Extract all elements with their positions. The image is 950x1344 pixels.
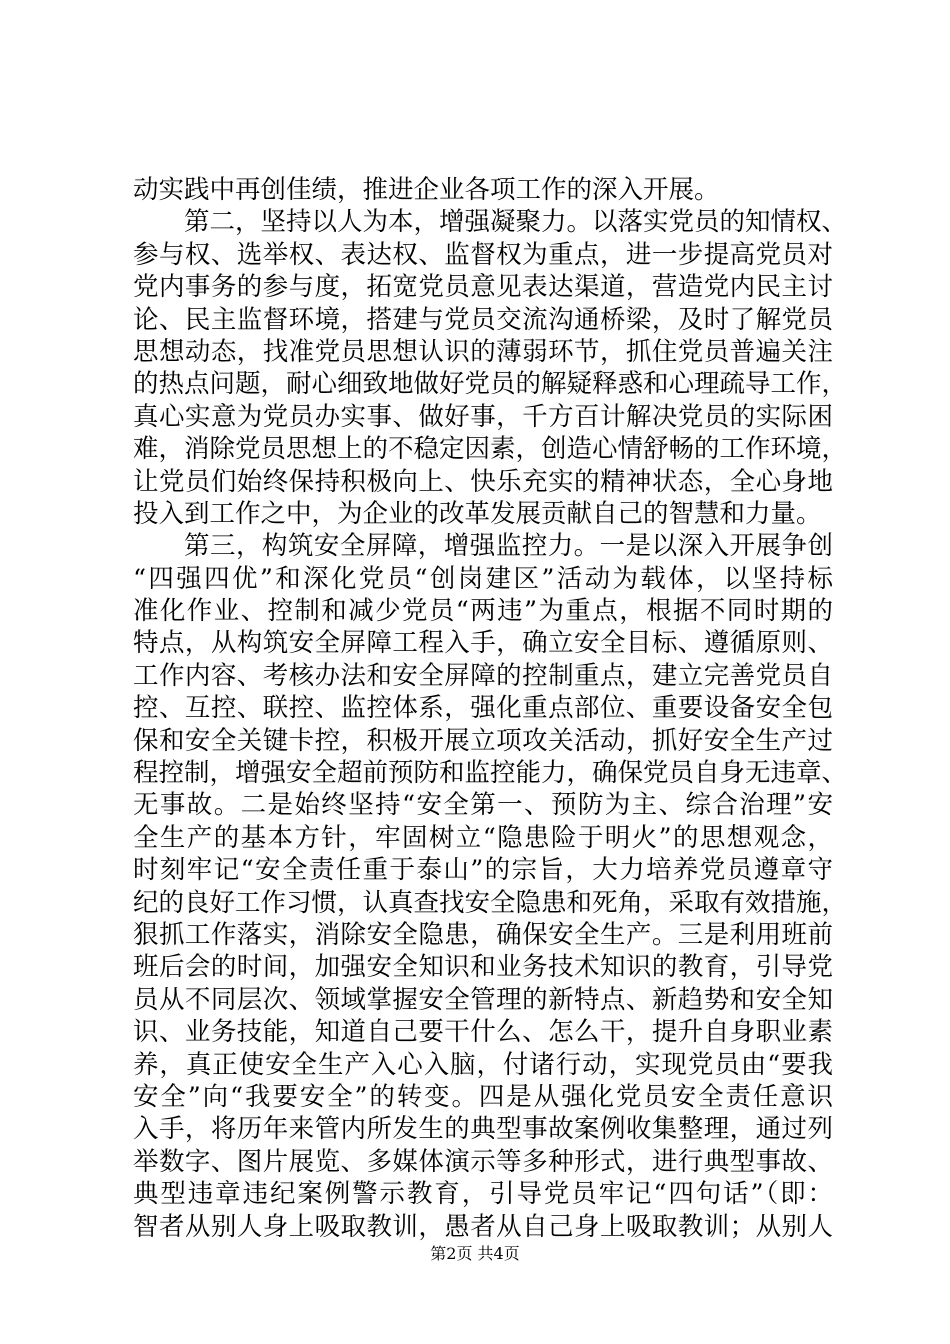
text-line: 安全”向“我要安全”的转变。四是从强化党员安全责任意识 (133, 1081, 833, 1112)
text-line: 投入到工作之中，为企业的改革发展贡献自己的智慧和力量。 (133, 498, 822, 529)
text-line: “四强四优”和深化党员“创岗建区”活动为载体，以坚持标 (133, 563, 833, 594)
text-line: 全生产的基本方针，牢固树立“隐患险于明火”的思想观念， (133, 822, 833, 853)
text-line: 举数字、图片展览、多媒体演示等多种形式，进行典型事故、 (133, 1146, 833, 1177)
text-line: 控、互控、联控、监控体系，强化重点部位、重要设备安全包 (133, 693, 833, 724)
text-line: 思想动态，找准党员思想认识的薄弱环节，抓住党员普遍关注 (133, 336, 833, 367)
text-line: 识、业务技能，知道自己要干什么、怎么干，提升自身职业素 (133, 1017, 833, 1048)
text-line: 真心实意为党员办实事、做好事，千方百计解决党员的实际困 (133, 401, 833, 432)
document-body (133, 174, 848, 1243)
text-line: 让党员们始终保持积极向上、快乐充实的精神状态，全心身地 (133, 466, 833, 497)
paragraph-start-line: 第二，坚持以人为本，增强凝聚力。以落实党员的知情权、 (184, 207, 848, 238)
text-line: 参与权、选举权、表达权、监督权为重点，进一步提高党员对 (133, 239, 833, 270)
text-line: 党内事务的参与度，拓宽党员意见表达渠道，营造党内民主讨 (133, 272, 833, 303)
page-number-footer: 第2页 共4页 (430, 1244, 520, 1263)
text-line: 养，真正使安全生产入心入脑，付诸行动，实现党员由“要我 (133, 1049, 833, 1080)
text-line: 难，消除党员思想上的不稳定因素，创造心情舒畅的工作环境， (133, 434, 848, 465)
text-line: 特点，从构筑安全屏障工程入手，确立安全目标、遵循原则、 (133, 628, 833, 659)
text-line: 程控制，增强安全超前预防和监控能力，确保党员自身无违章、 (133, 758, 848, 789)
text-line: 工作内容、考核办法和安全屏障的控制重点，建立完善党员自 (133, 660, 833, 691)
text-line: 典型违章违纪案例警示教育，引导党员牢记“四句话”（即： (133, 1179, 833, 1210)
paragraph-start-line: 第三，构筑安全屏障，增强监控力。一是以深入开展争创 (184, 531, 833, 562)
text-line: 时刻牢记“安全责任重于泰山”的宗旨，大力培养党员遵章守 (133, 855, 833, 886)
text-line: 无事故。二是始终坚持“安全第一、预防为主、综合治理”安 (133, 790, 833, 821)
text-line: 狠抓工作落实，消除安全隐患，确保安全生产。三是利用班前 (133, 919, 833, 950)
text-line: 准化作业、控制和减少党员“两违”为重点，根据不同时期的 (133, 596, 833, 627)
text-line: 纪的良好工作习惯，认真查找安全隐患和死角，采取有效措施， (133, 887, 848, 918)
text-line: 智者从别人身上吸取教训，愚者从自己身上吸取教训；从别人 (133, 1211, 833, 1242)
text-line: 的热点问题，耐心细致地做好党员的解疑释惑和心理疏导工作， (133, 369, 848, 400)
text-line: 论、民主监督环境，搭建与党员交流沟通桥梁，及时了解党员 (133, 304, 833, 335)
text-line: 员从不同层次、领域掌握安全管理的新特点、新趋势和安全知 (133, 984, 833, 1015)
text-line: 动实践中再创佳绩，推进企业各项工作的深入开展。 (133, 175, 720, 205)
text-line: 班后会的时间，加强安全知识和业务技术知识的教育，引导党 (133, 952, 833, 983)
text-line: 入手，将历年来管内所发生的典型事故案例收集整理，通过列 (133, 1114, 833, 1145)
text-line: 保和安全关键卡控，积极开展立项攻关活动，抓好安全生产过 (133, 725, 833, 756)
